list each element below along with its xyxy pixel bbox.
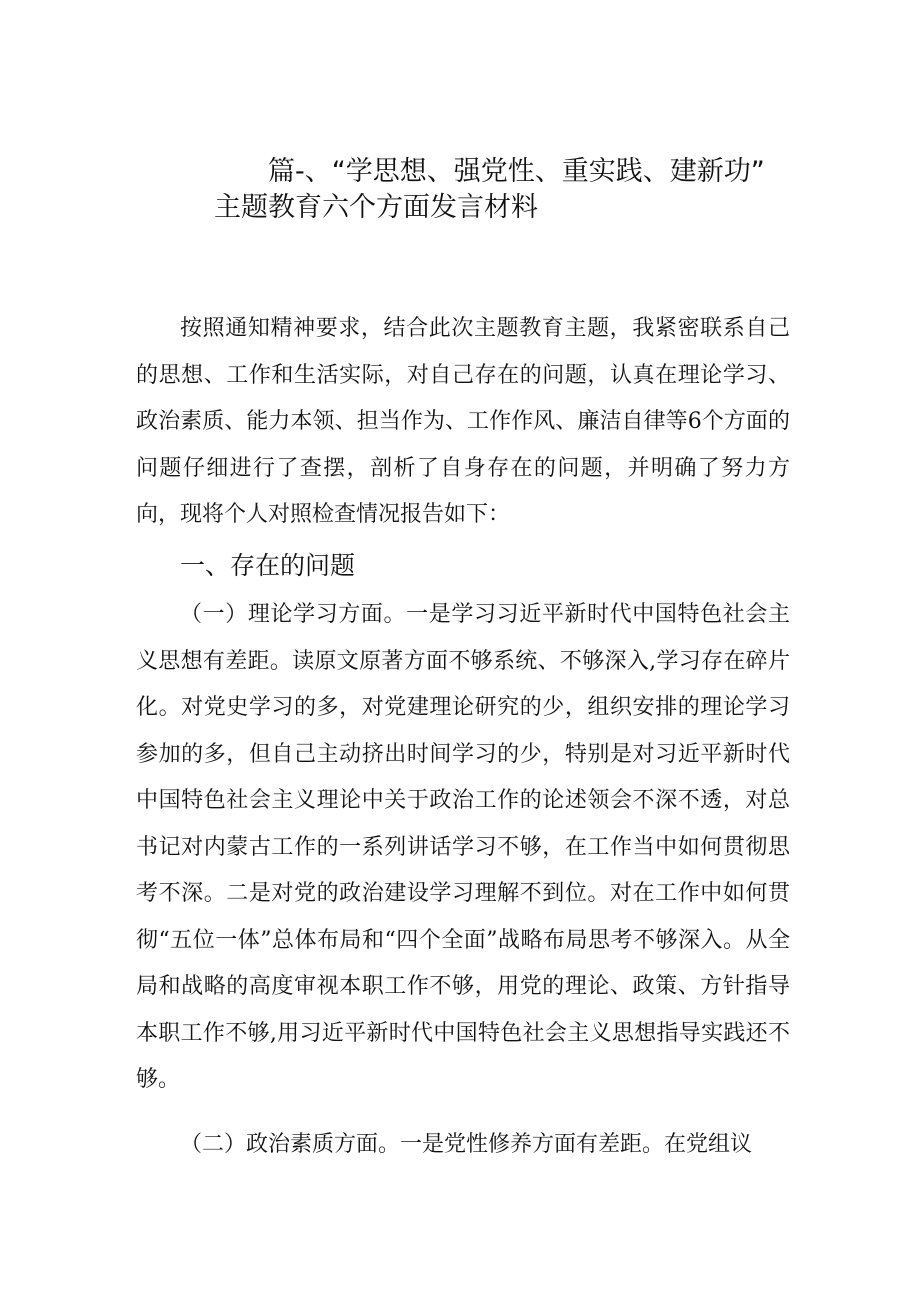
paragraph-theory-study: （一）理论学习方面。一是学习习近平新时代中国特色社会主义思想有差距。读原文原著方面不够系统、不够深入,学习存在碎片化。对党史学习的多，对党建理论研究的少，组织安排的理论学习参加的多，但自己主动挤出时间学习的少，特别是对习近平新时代中国特色社会主义理论中关于政治工作的论述领会不深不透，对总书记对内蒙古工作的一系列讲话学习不够，在工作当中如何贯彻思考不深。二是对党的政治建设学习理解不到位。对在工作中如何贯彻“五位一体”总体布局和“四个全面”战略布局思考不够深入。从全局和战略的高度审视本职工作不够，用党的理论、政策、方针指导本职工作不够,用习近平新时代中国特色社会主义思想指导实践还不够。 [136, 602, 790, 1092]
document-title-line2: 主题教育六个方面发言材料 [214, 192, 538, 223]
intro-paragraph: 按照通知精神要求，结合此次主题教育主题，我紧密联系自己的思想、工作和生活实际，对自己存在的问题，认真在理论学习、政治素质、能力本领、担当作为、工作作风、廉洁自律等6个方面的问题仔细进行了查摆，剖析了自身存在的问题，并明确了努力方向，现将个人对照检查情况报告如下： [136, 316, 790, 527]
section-heading-problems: 一、存在的问题 [180, 551, 356, 580]
paragraph-political-quality: （二）政治素质方面。一是党性修养方面有差距。在党组议 [180, 1132, 753, 1157]
document-title-line1: 篇-、“学思想、强党性、重实践、建新功” [268, 156, 765, 187]
